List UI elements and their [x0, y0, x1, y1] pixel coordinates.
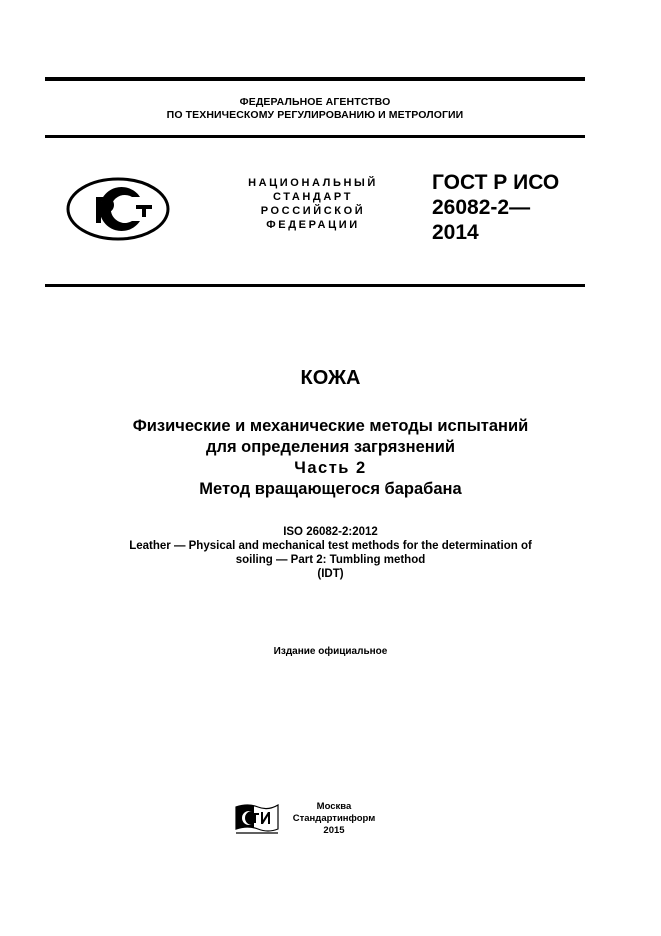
subtitle-line-4: Метод вращающегося барабана	[199, 480, 462, 498]
edition-label: Издание официальное	[273, 646, 388, 657]
iso-code: ISO 26082-2:2012	[283, 526, 378, 538]
middle-rule	[45, 135, 585, 138]
code-line-2: 26082-2—	[432, 196, 531, 219]
national-standard-label	[228, 176, 398, 232]
code-line-1: ГОСТ Р ИСО	[432, 171, 560, 194]
natstd-line-2: СТАНДАРТ	[272, 191, 354, 203]
bottom-rule	[45, 284, 585, 287]
iso-title-line-2: soiling — Part 2: Tumbling method	[235, 554, 426, 566]
iso-equivalence: (IDT)	[317, 568, 344, 580]
publisher-year: 2015	[323, 825, 345, 836]
iso-title-line-1: Leather — Physical and mechanical test methods for the determination of	[129, 540, 532, 552]
standard-code	[432, 170, 602, 245]
publisher-city: Москва	[316, 801, 352, 812]
natstd-line-4: ФЕДЕРАЦИИ	[266, 219, 360, 231]
publisher-name: Стандартинформ	[292, 813, 376, 824]
publisher-block	[282, 801, 386, 837]
gost-r-logo-icon	[66, 177, 170, 241]
agency-line-1: ФЕДЕРАЛЬНОЕ АГЕНТСТВО	[239, 96, 391, 108]
iso-reference	[0, 525, 661, 581]
natstd-line-3: РОССИЙСКОЙ	[260, 205, 366, 217]
code-line-3: 2014	[432, 221, 479, 244]
agency-header	[45, 96, 585, 122]
document-subtitle	[0, 416, 661, 500]
natstd-line-1: НАЦИОНАЛЬНЫЙ	[248, 177, 378, 189]
document-title: КОЖА	[300, 367, 361, 389]
agency-line-2: ПО ТЕХНИЧЕСКОМУ РЕГУЛИРОВАНИЮ И МЕТРОЛОГИИ	[166, 109, 464, 121]
standartinform-logo-icon	[234, 801, 280, 835]
subtitle-part: Часть 2	[294, 459, 367, 477]
subtitle-line-2: для определения загрязнений	[206, 438, 455, 456]
subtitle-line-1: Физические и механические методы испытаний	[132, 417, 529, 435]
top-rule	[45, 77, 585, 81]
